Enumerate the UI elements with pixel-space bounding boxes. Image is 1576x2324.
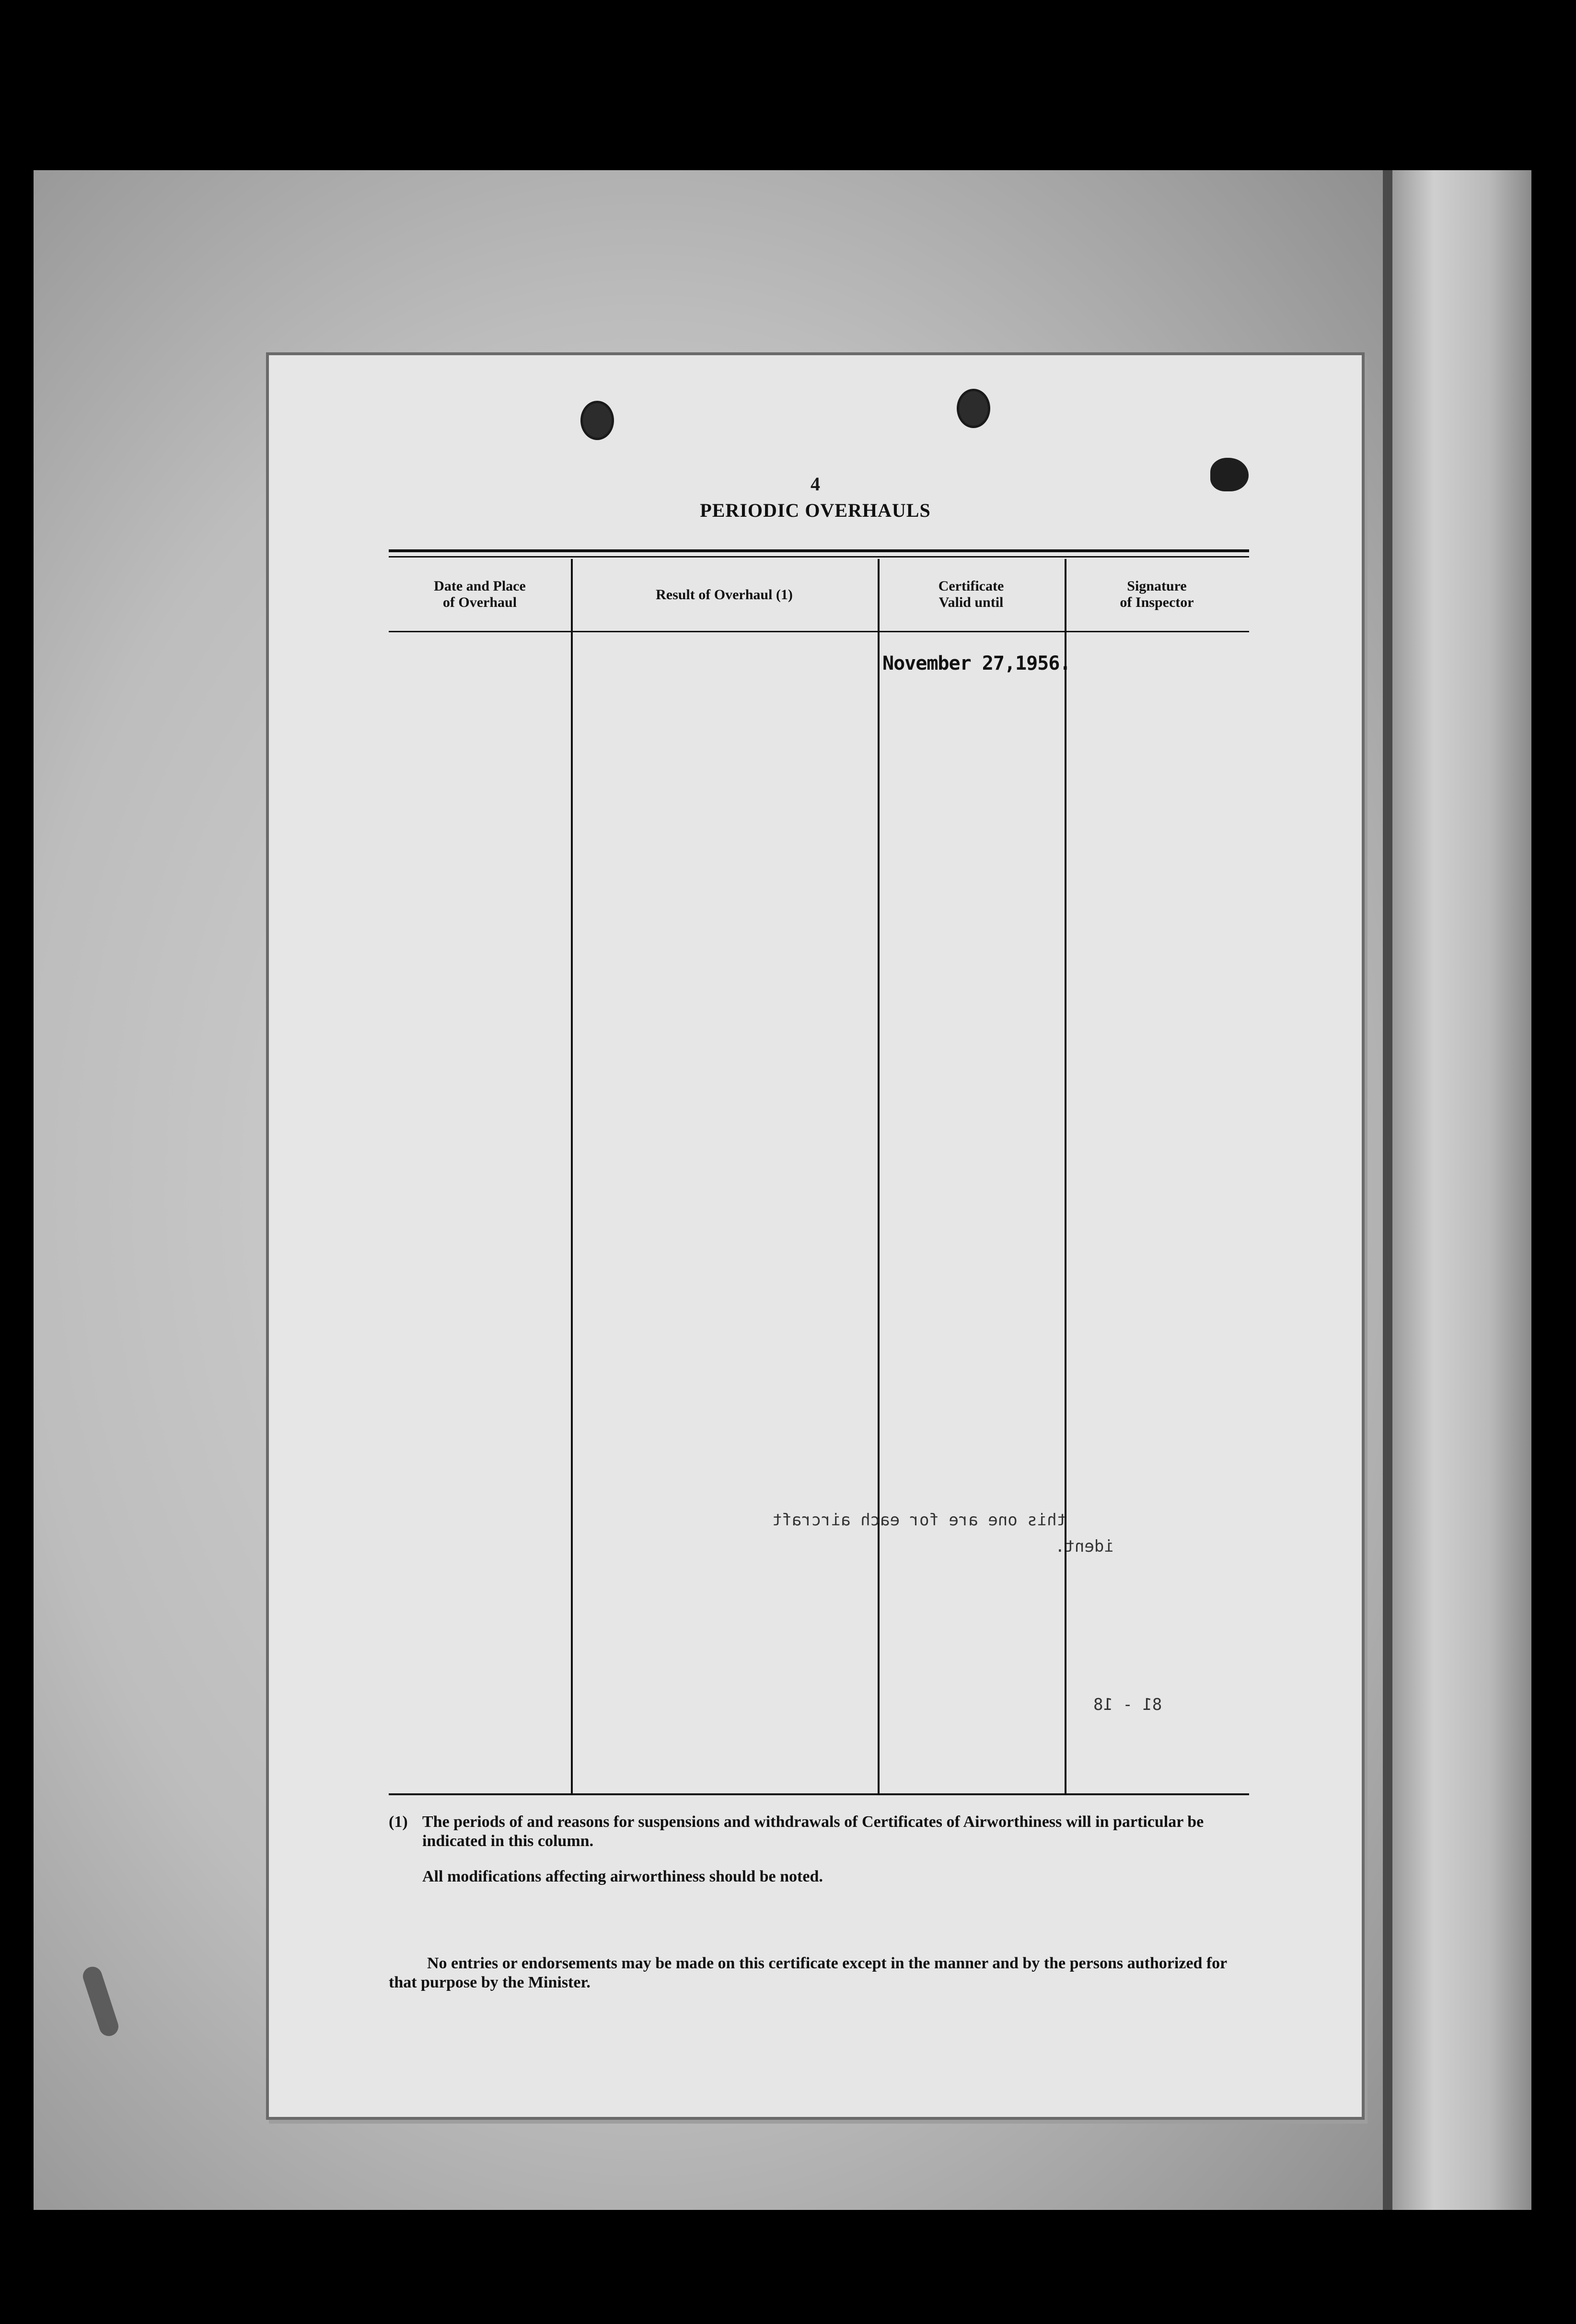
header-rule <box>389 631 1249 632</box>
page-title: PERIODIC OVERHAULS <box>700 500 931 521</box>
bleed-through-text: this one are for each aircraft <box>772 1511 1067 1530</box>
column-divider <box>571 559 573 1793</box>
scan-right-strip <box>1392 170 1531 2210</box>
header-valid-until: Certificate Valid until <box>938 578 1004 610</box>
table-bottom-rule <box>389 1793 1249 1795</box>
modifications-note: All modifications affecting airworthiness should be noted. <box>422 1868 823 1885</box>
header-date-place: Date and Place of Overhaul <box>434 578 526 610</box>
bleed-through-text: ident. <box>1055 1537 1114 1556</box>
punch-hole-right <box>957 389 990 428</box>
bleed-through-text: 81 - 18 <box>1093 1695 1162 1714</box>
footnote <box>389 1813 1249 1886</box>
overhaul-table <box>389 559 1249 1793</box>
title-double-rule <box>389 549 1249 558</box>
header-signature: Signature of Inspector <box>1120 578 1194 610</box>
footnote-text: The periods of and reasons for suspensions and withdrawals of Certificates of Airworthiness will in particular be indicated in this column. <box>422 1813 1204 1850</box>
legal-notice: No entries or endorsements may be made on this certificate except in the manner and by the persons authorized for that purpose by the Minister. <box>389 1954 1227 1991</box>
column-divider <box>878 559 880 1793</box>
page-number: 4 <box>811 473 820 495</box>
paper-tear <box>1210 458 1249 491</box>
punch-hole-left <box>580 401 614 440</box>
valid-until-entry: November 27,1956. <box>882 652 1071 674</box>
header-result: Result of Overhaul (1) <box>656 587 793 603</box>
column-divider <box>1065 559 1066 1793</box>
scan-divider <box>1383 170 1392 2210</box>
document-page <box>266 352 1365 2120</box>
footnote-marker: (1) <box>389 1813 408 1831</box>
